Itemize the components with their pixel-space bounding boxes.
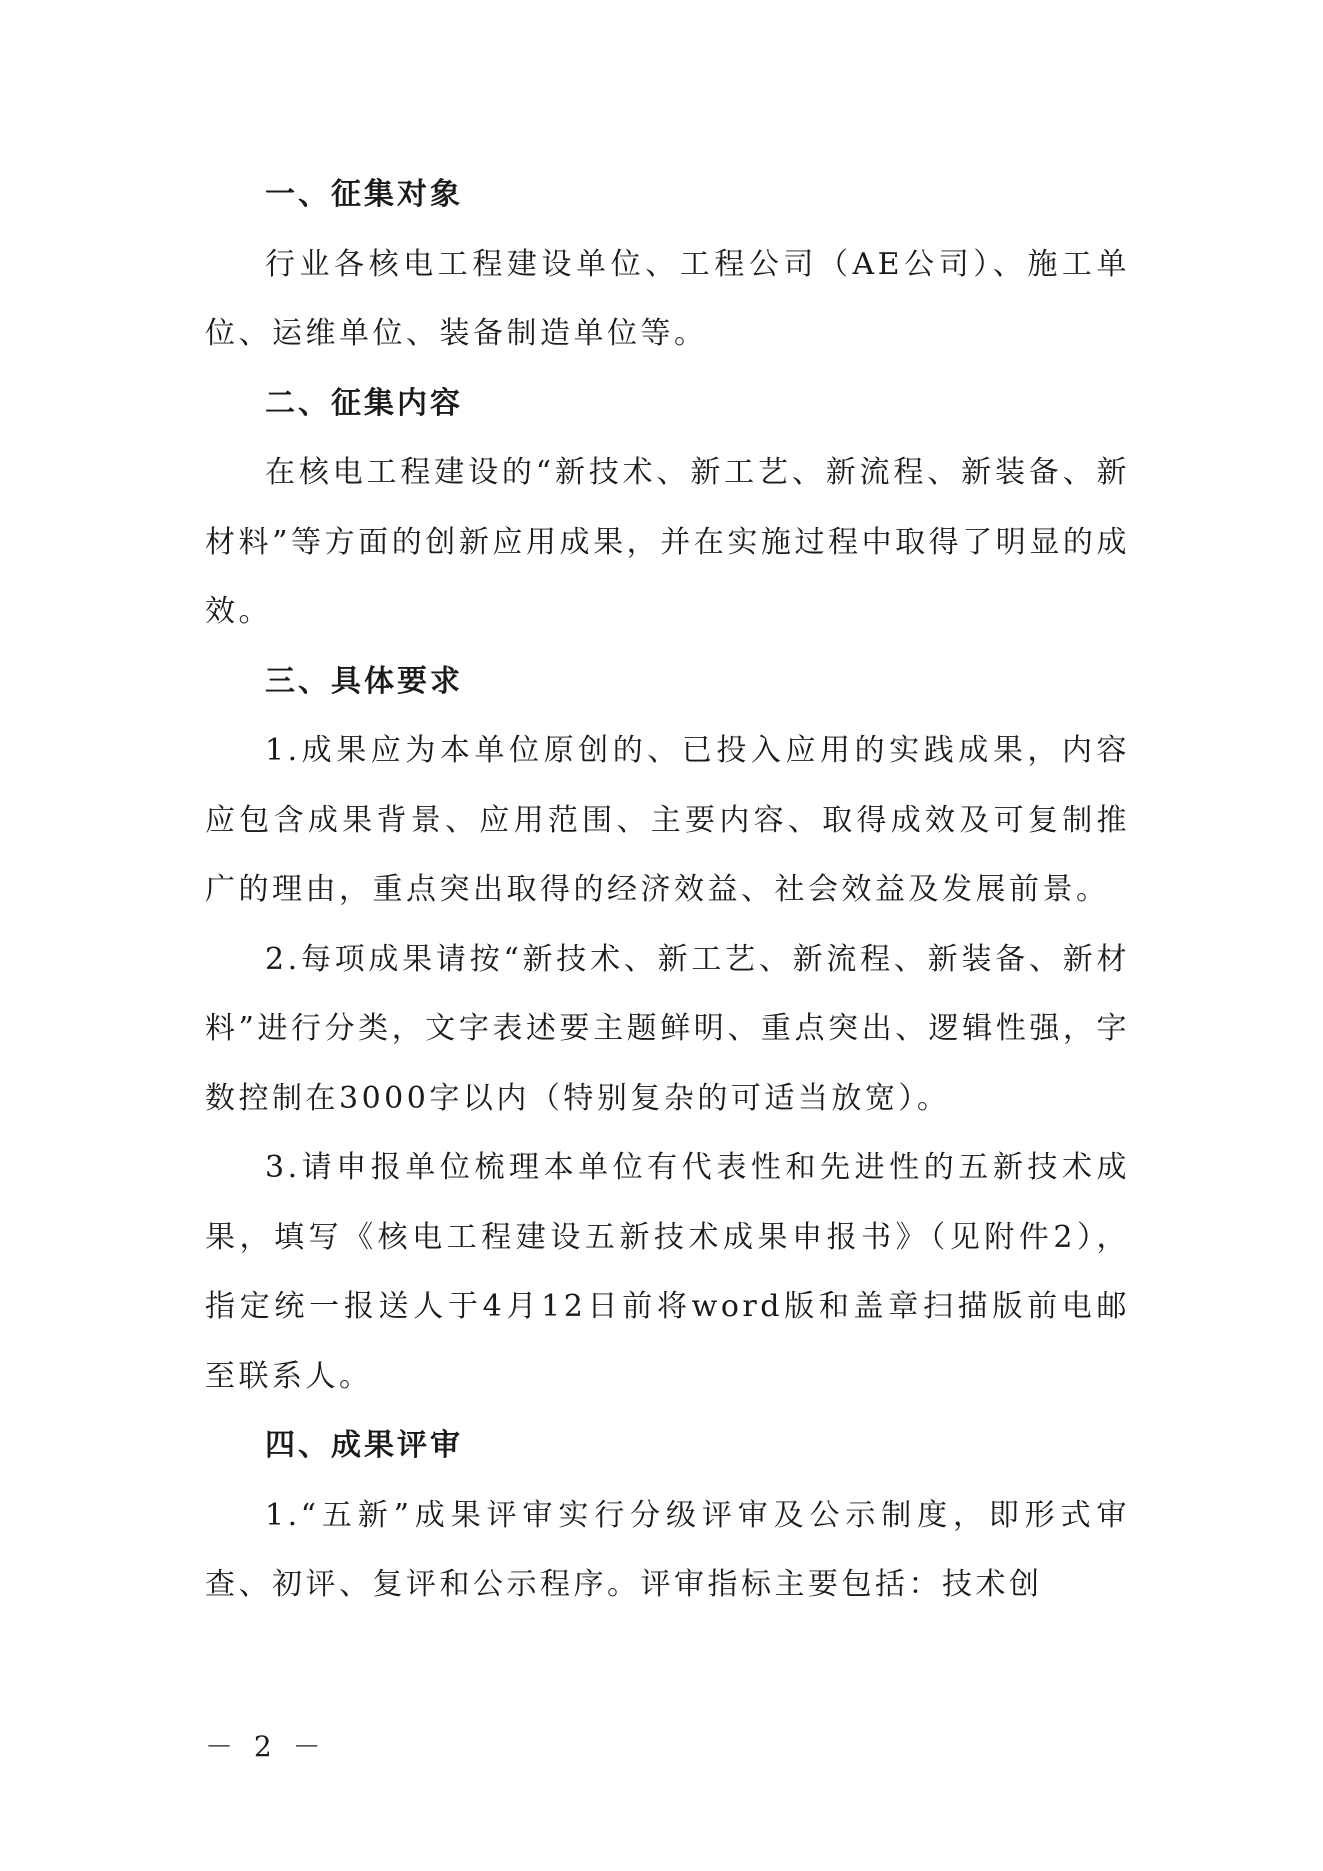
section-1-paragraph-1: 行业各核电工程建设单位、工程公司（AE公司）、施工单位、运维单位、装备制造单位等。 — [205, 246, 1130, 351]
section-2-paragraph-1: 在核电工程建设的“新技术、新工艺、新流程、新装备、新材料”等方面的创新应用成果，并在实施过程中取得了明显的成效。 — [205, 455, 1130, 629]
document-body — [205, 160, 1130, 1620]
page-number: － 2 － — [205, 1730, 327, 1763]
section-3-paragraph-2: 2.每项成果请按“新技术、新工艺、新流程、新装备、新材料”进行分类，文字表述要主题鲜明、重点突出、逻辑性强，字数控制在3000字以内（特别复杂的可适当放宽）。 — [205, 941, 1130, 1116]
section-3-paragraph-1: 1.成果应为本单位原创的、已投入应用的实践成果，内容应包含成果背景、应用范围、主要内容、取得成效及可复制推广的理由，重点突出取得的经济效益、社会效益及发展前景。 — [205, 733, 1130, 907]
section-4-paragraph-1: 1.“五新”成果评审实行分级评审及公示制度，即形式审查、初评、复评和公示程序。评审指标主要包括：技术创 — [205, 1497, 1130, 1602]
section-heading-4: 四、成果评审 — [265, 1428, 463, 1463]
section-heading-3: 三、具体要求 — [265, 663, 463, 699]
section-3-paragraph-3: 3.请申报单位梳理本单位有代表性和先进性的五新技术成果，填写《核电工程建设五新技术成果申报书》（见附件2），指定统一报送人于4月12日前将word版和盖章扫描版前电邮至联系人。 — [205, 1150, 1130, 1394]
section-heading-1: 一、征集对象 — [265, 177, 463, 212]
section-heading-2: 二、征集内容 — [265, 385, 463, 421]
